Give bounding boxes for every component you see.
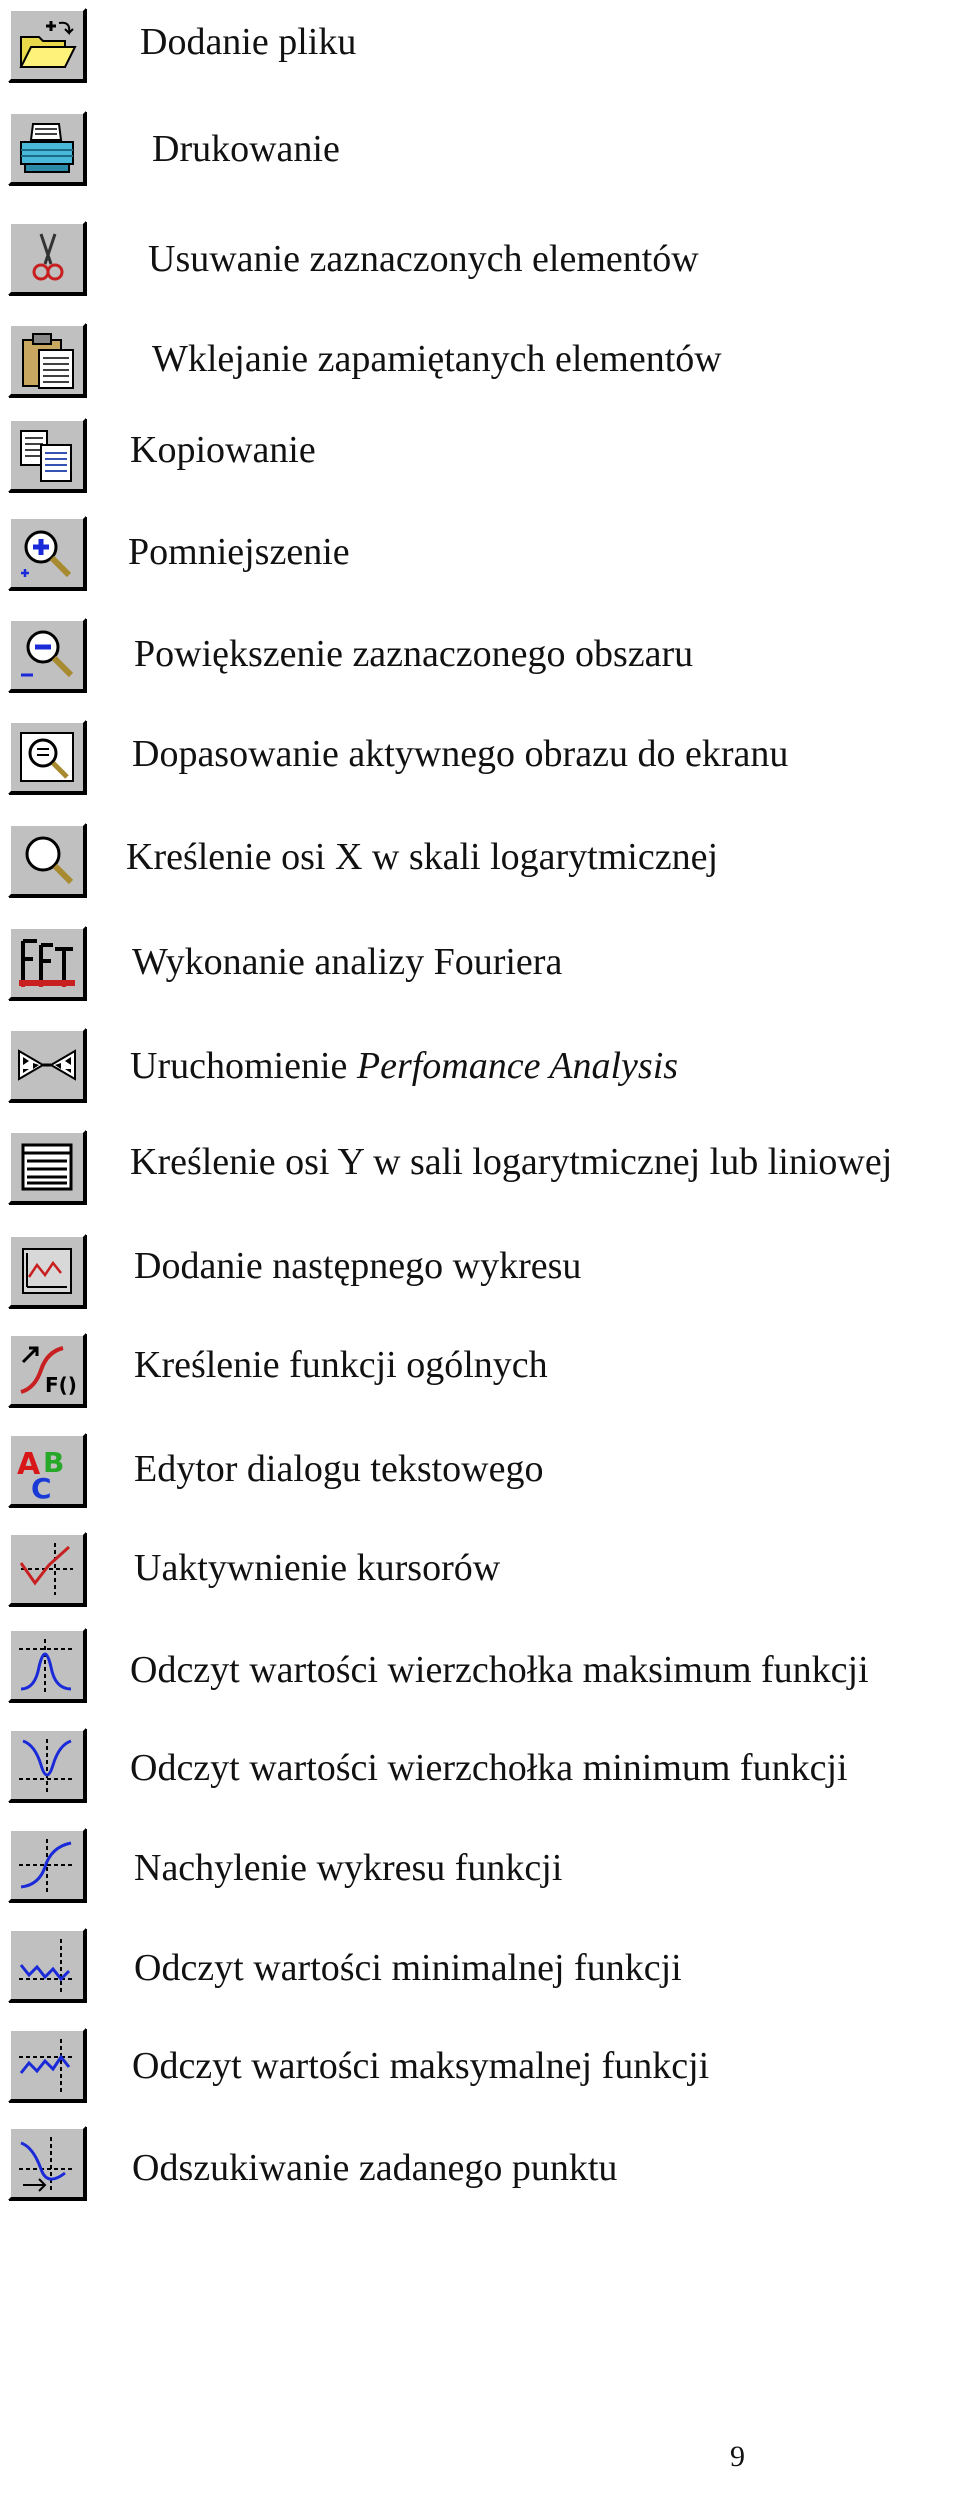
item-label: Uruchomienie Perfomance Analysis bbox=[130, 1045, 679, 1087]
zoom-out-icon bbox=[8, 618, 86, 692]
min-value-icon bbox=[8, 1928, 86, 2002]
list-item bbox=[0, 1122, 960, 1212]
item-label: Odczyt wartości wierzchołka maksimum funkcji bbox=[130, 1649, 869, 1691]
list-item bbox=[0, 1920, 960, 2010]
search-point-icon bbox=[8, 2126, 86, 2200]
magnifier-icon bbox=[8, 823, 86, 897]
zoom-in-icon bbox=[8, 516, 86, 590]
list-item bbox=[0, 1425, 960, 1515]
item-label: Odczyt wartości wierzchołka minimum funkcji bbox=[130, 1747, 848, 1789]
svg-text:B: B bbox=[43, 1446, 65, 1479]
item-label: Usuwanie zaznaczonych elementów bbox=[148, 238, 699, 280]
item-label: Wklejanie zapamiętanych elementów bbox=[152, 338, 722, 380]
scissors-icon bbox=[8, 221, 86, 295]
peak-max-icon bbox=[8, 1628, 86, 1702]
list-item bbox=[0, 1020, 960, 1110]
svg-text:A: A bbox=[17, 1447, 41, 1482]
peak-min-icon bbox=[8, 1728, 86, 1802]
list-item bbox=[0, 0, 960, 90]
item-label: Dopasowanie aktywnego obrazu do ekranu bbox=[132, 733, 789, 775]
slope-icon bbox=[8, 1828, 86, 1902]
item-label: Kreślenie osi X w skali logarytmicznej bbox=[126, 836, 719, 878]
list-item bbox=[0, 1720, 960, 1810]
function-icon bbox=[8, 1333, 86, 1407]
item-label: Uaktywnienie kursorów bbox=[134, 1547, 501, 1589]
list-item bbox=[0, 1820, 960, 1910]
item-label: Kreślenie funkcji ogólnych bbox=[134, 1344, 548, 1386]
list-item bbox=[0, 2020, 960, 2110]
list-item bbox=[0, 2118, 960, 2208]
item-label: Odczyt wartości minimalnej funkcji bbox=[134, 1947, 682, 1989]
list-item bbox=[0, 410, 960, 500]
item-label: Kopiowanie bbox=[130, 429, 316, 471]
list-item bbox=[0, 918, 960, 1008]
list-item bbox=[0, 508, 960, 598]
svg-text:C: C bbox=[31, 1472, 52, 1500]
clipboard-paste-icon bbox=[8, 323, 86, 397]
item-label: Wykonanie analizy Fouriera bbox=[132, 941, 563, 983]
page-number: 9 bbox=[730, 2440, 745, 2473]
item-label: Dodanie pliku bbox=[140, 21, 357, 63]
list-item bbox=[0, 315, 960, 405]
add-plot-icon bbox=[8, 1234, 86, 1308]
checkered-flags-icon bbox=[8, 1028, 86, 1102]
fft-icon bbox=[8, 926, 86, 1000]
list-item bbox=[0, 213, 960, 303]
list-item bbox=[0, 1325, 960, 1415]
item-label: Pomniejszenie bbox=[128, 531, 350, 573]
copy-pages-icon bbox=[8, 418, 86, 492]
item-label: Edytor dialogu tekstowego bbox=[134, 1448, 544, 1490]
item-label-italic: Perfomance Analysis bbox=[356, 1045, 679, 1087]
list-item bbox=[0, 103, 960, 193]
abc-text-icon bbox=[8, 1433, 86, 1507]
list-item bbox=[0, 815, 960, 905]
list-item bbox=[0, 1620, 960, 1710]
item-label: Kreślenie osi Y w sali logarytmicznej lub liniowej bbox=[130, 1141, 893, 1183]
svg-text:F(): F() bbox=[45, 1373, 77, 1397]
open-folder-icon bbox=[8, 8, 86, 82]
list-item bbox=[0, 712, 960, 802]
item-label: Powiększenie zaznaczonego obszaru bbox=[134, 633, 694, 675]
cursor-toggle-icon bbox=[8, 1532, 86, 1606]
max-value-icon bbox=[8, 2028, 86, 2102]
item-label: Nachylenie wykresu funkcji bbox=[134, 1847, 563, 1889]
item-label: Dodanie następnego wykresu bbox=[134, 1245, 582, 1287]
list-item bbox=[0, 1226, 960, 1316]
item-label: Odczyt wartości maksymalnej funkcji bbox=[132, 2045, 710, 2087]
list-item bbox=[0, 1524, 960, 1614]
list-item bbox=[0, 610, 960, 700]
item-label: Odszukiwanie zadanego punktu bbox=[132, 2147, 618, 2189]
item-label: Drukowanie bbox=[152, 128, 340, 170]
lines-table-icon bbox=[8, 1130, 86, 1204]
zoom-fit-icon bbox=[8, 720, 86, 794]
printer-icon bbox=[8, 111, 86, 185]
